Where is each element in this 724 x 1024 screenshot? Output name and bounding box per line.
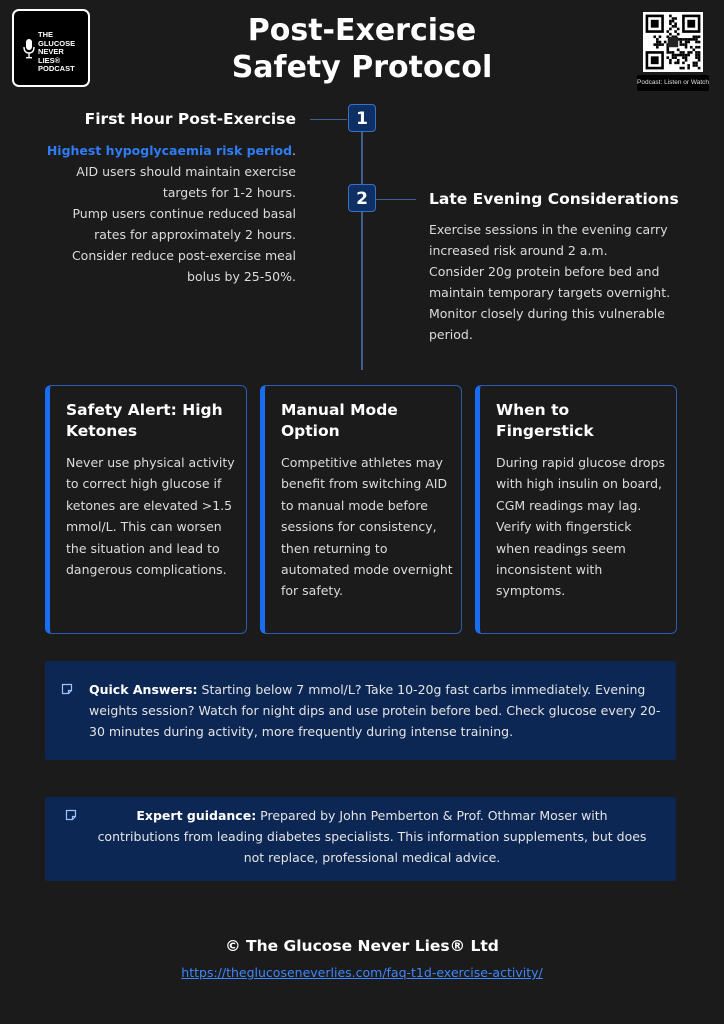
expert-guidance-content: Prepared by John Pemberton & Prof. Othmar Moser with contributions from leading diabetes specialists. This information supplements, but does not replace, professional medical advice. — [97, 808, 647, 865]
connector-2 — [376, 199, 416, 200]
card-body: During rapid glucose drops with high insulin on board, CGM readings may lag. Verify with fingerstick when readings seem inconsistent with symptoms. — [496, 455, 666, 599]
expert-guidance-panel — [45, 797, 676, 881]
highlight-period: . — [292, 143, 296, 158]
quick-answers-panel — [45, 661, 676, 760]
footer-copyright: © The Glucose Never Lies® Ltd — [225, 937, 499, 955]
step-badge-2: 2 — [348, 184, 376, 212]
expert-guidance-text — [97, 805, 647, 868]
expert-guidance-label: Expert guidance: — [136, 808, 257, 823]
card-high-ketones — [45, 385, 247, 634]
risk-highlight: Highest hypoglycaemia risk period — [46, 143, 293, 158]
step1-line: Pump users continue reduced basal rates for approximately 2 hours. — [72, 206, 296, 242]
qr-code[interactable] — [643, 12, 703, 72]
quick-answers-label: Quick Answers: — [89, 682, 198, 697]
note-icon — [65, 809, 77, 821]
timeline-line — [361, 130, 363, 370]
step2-body — [429, 219, 681, 345]
step1-body — [45, 140, 296, 287]
microphone-icon — [23, 39, 35, 59]
card-title: Safety Alert: High Ketones — [66, 401, 223, 440]
card-fingerstick — [475, 385, 677, 634]
podcast-logo — [12, 9, 90, 87]
quick-answers-text — [89, 679, 661, 742]
step1-title: First Hour Post-Exercise — [84, 110, 296, 128]
step2-title: Late Evening Considerations — [429, 190, 679, 208]
logo-text: THE GLUCOSE NEVER LIES® PODCAST — [38, 30, 76, 73]
card-title: Manual Mode Option — [281, 401, 398, 440]
connector-1 — [310, 119, 347, 120]
card-title: When to Fingerstick — [496, 401, 594, 440]
footer-link[interactable]: https://theglucoseneverlies.com/faq-t1d-exercise-activity/ — [181, 965, 543, 980]
step2-line: Monitor closely during this vulnerable period. — [429, 306, 665, 342]
title-line-2: Safety Protocol — [231, 50, 493, 85]
step1-line: Consider reduce post-exercise meal bolus by 25-50%. — [71, 248, 296, 284]
step1-line: AID users should maintain exercise targets for 1-2 hours. — [76, 164, 296, 200]
step2-line: Exercise sessions in the evening carry increased risk around 2 a.m. — [429, 222, 668, 258]
card-manual-mode — [260, 385, 462, 634]
qr-caption: Podcast: Listen or Watch — [637, 75, 709, 91]
quick-answers-content: Starting below 7 mmol/L? Take 10-20g fast carbs immediately. Evening weights session? Watch for night dips and use protein before bed. Check glucose every 20-30 minutes during activity, more frequently during intense training. — [89, 682, 661, 739]
page-title — [190, 12, 534, 86]
card-body: Competitive athletes may benefit from switching AID to manual mode before sessions for consistency, then returning to automated mode overnight for safety. — [281, 455, 453, 599]
step2-line: Consider 20g protein before bed and maintain temporary targets overnight. — [429, 264, 671, 300]
card-body: Never use physical activity to correct high glucose if ketones are elevated >1.5 mmol/L. This can worsen the situation and lead to dangerous complications. — [66, 455, 235, 578]
step-badge-1: 1 — [348, 104, 376, 132]
qr-code-icon — [643, 12, 703, 72]
note-icon — [61, 683, 73, 695]
title-line-1: Post-Exercise — [247, 13, 477, 48]
step1-highlight-line — [45, 140, 296, 161]
